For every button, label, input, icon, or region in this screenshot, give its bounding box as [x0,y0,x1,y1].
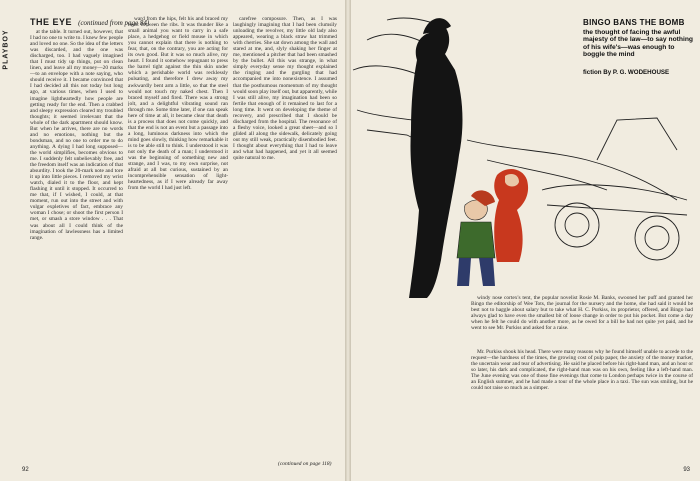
story-title: BINGO BANS THE BOMB [583,18,685,27]
sidebar-label [2,22,20,82]
column-3-text: carefree composure. Then, as I was laughingly imagining that I had been clumsily unloading the revolver, my little old lady also appeared, wearing a black straw hat trimmed with cherries. She sat down among the wall and stared at me, and, slyly shaking her finger at me, mentioned a pitcher that had been smashed by the bullet. All this was strange, in what simply everyday sense my thought explained the ringing and the gurgling that had accompanied me into nonexistence. I assumed that the posthumous momentum of my thought would soon play itself out, but apparently, while I was still alive, my imagination had been so fertile that enough of it remained to last for a long time. It went on developing the theme of recovery, and prescribed that I should be discharged from the hospital. The resonance of a fleshy voice, looked a great sheet—and so I glided all along the sidewalk, delicately going out my still weak, practically disembodied feet. I thought about everything that I had to leave and what had happened, and yet it all seemed quite natural to me. [233,16,337,162]
section-title: THE EYE [30,17,73,27]
continued-on: (continued on page 118) [278,461,332,467]
policeman-figure [409,25,462,298]
sidebar-text: PLAYBOY [2,29,10,70]
story-paragraph-1 [471,295,693,345]
left-page [0,0,347,481]
text-column-1 [30,29,123,467]
continued-from: (continued from page 84) [78,19,150,27]
page-number-right: 93 [683,467,690,473]
story-text-2: Mr. Purkiss shook his head. There were many reasons why he found himself unable to accede to the request—the hardness of the times, the growing cost of pulp paper, the anxiety of the money market, the uncertain wear and tear of advertising. He said he placed before his right-hand man, and an hour or so later, his dark and complicated, the right-hand man was on his own, feeling like a left-hand man. The June evening was one of those fine evenings that come to London perhaps twice in the course of an English summer, and he had made a tour of the whole place in a taxi. The sun was smiling, but he could not raise so much as a simper. [471,349,693,392]
column-1-text: at the table. It turned out, however, that I had no one to write to. I knew few people and loved no one. So the idea of the letters was discarded, and the one was discharged, too. I had vaguely imagined that I must tidy up things, put on clean linen, and leave all my money—20 marks—to an envelope with a note saying, who should receive it. I became convinced that I had decided all this not today but long ago, at various times, when I used to imagine lightheartedly how people are getting ready for the end. Then a crabbed and sleepy expression cleared my troubled thoughts; it seemed irrelevant that the whole of the dark apartment should know. But when he arrives, there are no words and no emotions, nothing but the bondsman, and no one to order me to do anything. A dying I had long supposed—the world simplifies, becomes obvious to me. I suddenly felt unbelievably free, and the freedom itself was an indication of that absurdity. I took the 20-mark note and tore it up into little pieces. I removed my wrist watch, dialed it to the floor, and kept flashing it until it stopped. It occurred to me that, if I wished, I could, at that moment, run out into the street and with vulgar expletives of fact, embrace any woman I chose; or shoot the first person I met, or smash a store window . . . That was about all I could think of the imagination of lawlessness has a limited range. [30,29,123,241]
figure-jacket [457,222,495,258]
text-column-2 [128,16,228,467]
gutter [345,0,351,481]
page-number-left: 92 [22,467,29,473]
story-text-1: windy nose cortex's tent, the popular novelist Rosie M. Banks, swooned her puff and granted her Bingo the editorship of Wee Tots, the journal for the nursery and the home, she had said it would be best not to haggle about salary but to take what H. C. Purkiss, its proprietor, offered, and Bingo had always glad to have even the smallest bit of loose change in order to put his pocket. But come a day when he felt he could do with another more, as he owed for a bill he had not quite yet paid, and he went to see Mr. Purkiss and asked for a raise. [471,295,693,332]
story-byline: fiction By P. G. WODEHOUSE [583,69,670,76]
story-deck: the thought of facing the awful majesty of the law—to say nothing of his wife's—was enough to boggle the mind [583,29,693,59]
text-column-3 [233,16,337,458]
right-page [347,0,700,481]
figure-legs [457,258,495,286]
story-paragraph-2 [471,349,693,464]
column-2-text: ward from the hips, felt his and braced my heart between the ribs. It was thunder like a small animal you want to carry in a safe place, a hedgehog or field mouse in which you cannot explain that there is nothing to fear, that, on the contrary, you are acting for its own good. But it was so much alive, my heart. I found it somehow repugnant to press the barrel tight against the thin skin under which a perishable world was recklessly pulsating, and therefore I drew away my awkwardly bent arm a little, so that the steel would not touch my naked chest. Then I braced myself and fired. There was a strong jolt, and a delightful vibrating sound ran through me. Some time later, if one can speak here of time at all, it became clear that death is a process that does not come quickly, and that the end is not an event but a passage into a long, luminous darkness into which the mind goes slowly, thinking how remarkable it is to be able still to think. I understood it was not only the death of a man; I understood it was the beginning of something new and strange, and I was, to my own surprise, not afraid at all but curious, sustained by an incomprehensible sensation of light-heartedness, as if I were already far away from the world I had just left. [128,16,228,192]
